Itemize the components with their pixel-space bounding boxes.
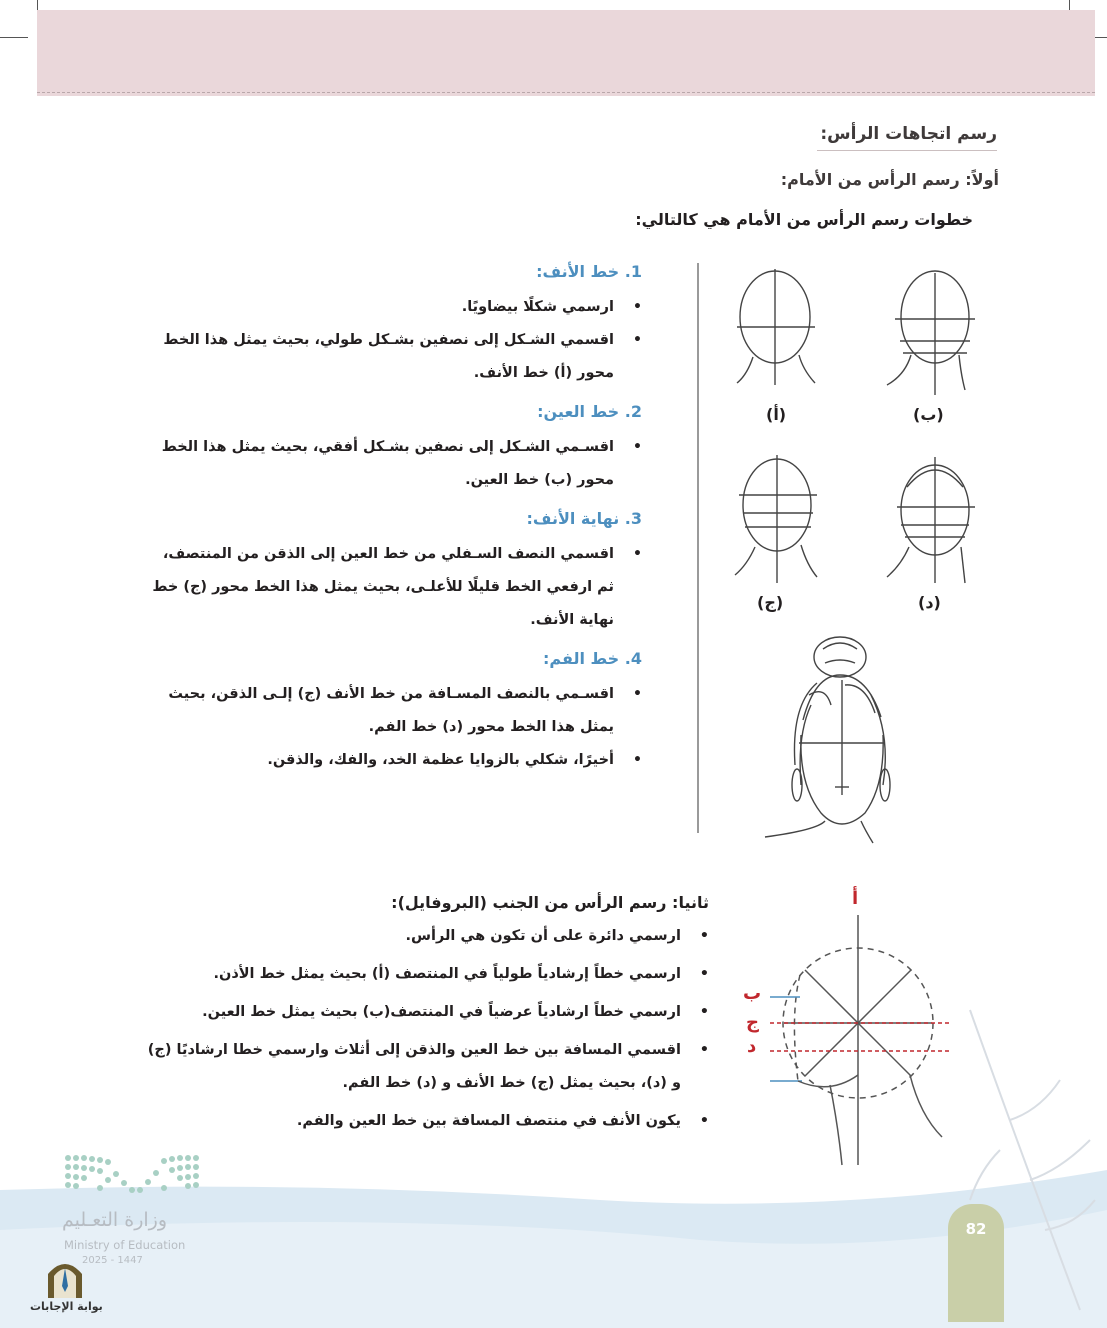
header-divider	[37, 92, 1095, 93]
ministry-year: 2025 - 1447	[82, 1255, 143, 1266]
section-title-front: أولاً: رسم الرأس من الأمام:	[780, 170, 999, 189]
figure-label-c: (ج)	[757, 593, 784, 612]
front-head-sketches	[725, 265, 985, 845]
header-band	[37, 10, 1095, 96]
list-item: • ارسمي دائرة على أن تكون هي الرأس.	[139, 920, 709, 953]
step-list	[142, 291, 642, 390]
list-item: • اقسمي الشـكل إلى نصفين بشـكل طولي، بحيث يمثل هذا الخط محور (أ) خط الأنف.	[142, 324, 642, 390]
figure-label-d: (د)	[918, 593, 941, 612]
step-list	[142, 678, 642, 777]
page-number: 82	[965, 1220, 987, 1238]
list-item: • ارسمي خطاً ارشادياً عرضياً في المنتصف(ب) بحيث يمثل خط العين.	[139, 996, 709, 1029]
portal-name: بوابة الإجابات	[30, 1300, 103, 1313]
list-item: • ارسمي خطاً إرشادياً طولياً في المنتصف (أ) بحيث يمثل خط الأذن.	[139, 958, 709, 991]
figure-label-b: (ب)	[913, 405, 944, 424]
list-item: • اقسـمي بالنصف المسـافة من خط الأنف (ج) إلـى الذقن، بحيث يمثل هذا الخط محور (د) خط الفم.	[142, 678, 642, 744]
head-sketch-b	[887, 271, 975, 395]
head-sketch-final	[765, 637, 890, 843]
ministry-logo-dots	[62, 1150, 202, 1200]
ministry-name-ar: وزارة التعـليم	[62, 1209, 168, 1231]
list-item: • اقسمي النصف السـفلي من خط العين إلى الذقن من المنتصف، ثم ارفعي الخط قليلًا للأعلـى، بحيث يمثل هذا الخط محور (ج) خط نهاية الأنف.	[142, 538, 642, 637]
step-heading-nose-end: 3. نهاية الأنف:	[526, 509, 642, 528]
step-list	[142, 538, 642, 637]
profile-mark-b: ب	[743, 983, 762, 1004]
list-item: • يكون الأنف في منتصف المسافة بين خط العين والفم.	[139, 1105, 709, 1138]
step-heading-eye-line: 2. خط العين:	[537, 402, 642, 421]
page-number-tab	[948, 1204, 1004, 1322]
head-sketch-c	[735, 455, 817, 583]
list-item: • اقسمي المسافة بين خط العين والذقن إلى أثلاث وارسمي خطا ارشاديًا (ج) و (د)، بحيث يمثل (ج) خط الأنف و (د) خط الفم.	[139, 1034, 709, 1100]
list-item: • أخيرًا، شكلي بالزوايا عظمة الخد، والفك، والذقن.	[142, 744, 642, 777]
crop-mark	[0, 37, 28, 38]
column-divider	[697, 263, 699, 833]
figure-label-a: (أ)	[766, 405, 787, 424]
head-sketch-d	[887, 457, 975, 583]
profile-mark-a: أ	[852, 888, 859, 909]
profile-section	[139, 893, 709, 1143]
list-item: • ارسمي شكلًا بيضاويًا.	[142, 291, 642, 324]
list-item: • اقسـمي الشـكل إلى نصفين بشـكل أفقي، بحيث يمثل هذا الخط محور (ب) خط العين.	[142, 431, 642, 497]
page-title: رسم اتجاهات الرأس:	[817, 124, 997, 151]
section-title-profile: ثانيا: رسم الرأس من الجنب (البروفايل):	[391, 893, 709, 912]
steps-intro: خطوات رسم الرأس من الأمام هي كالتالي:	[635, 210, 973, 229]
front-steps	[142, 262, 642, 789]
portal-logo	[44, 1256, 86, 1300]
ministry-name-en: Ministry of Education	[64, 1238, 186, 1252]
profile-step-list	[139, 920, 709, 1138]
step-heading-mouth-line: 4. خط الفم:	[543, 649, 642, 668]
step-list	[142, 431, 642, 497]
profile-mark-d: د	[747, 1036, 757, 1057]
step-heading-nose-line: 1. خط الأنف:	[536, 262, 642, 281]
head-sketch-a	[737, 269, 815, 385]
profile-mark-c: ج	[746, 1012, 759, 1033]
